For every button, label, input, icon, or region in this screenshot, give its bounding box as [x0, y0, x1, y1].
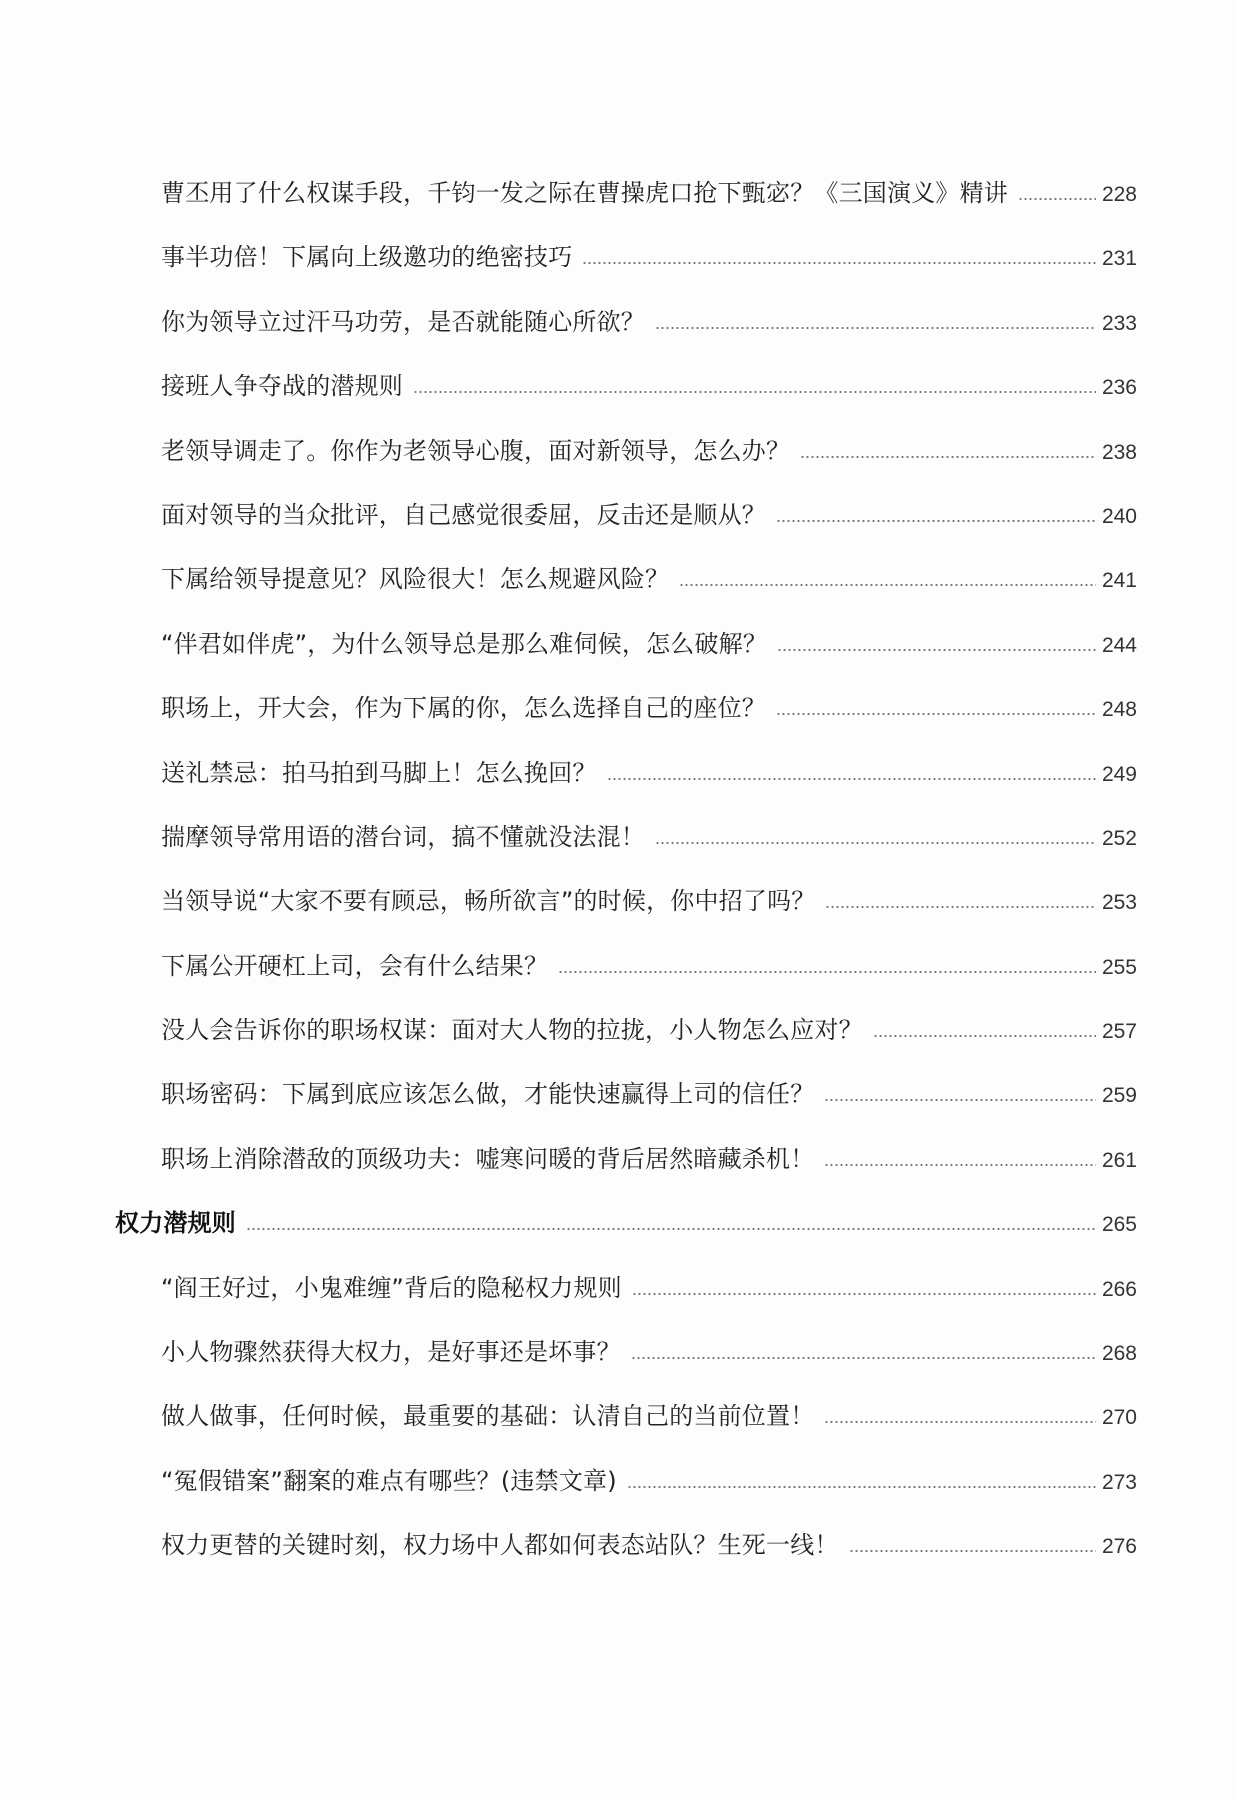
toc-entry-page: 249: [1101, 762, 1137, 786]
toc-entry-title: 职场上消除潜敌的顶级功夫：嘘寒问暖的背后居然暗藏杀机！: [161, 1144, 815, 1173]
toc-entry-title: 做人做事，任何时候，最重要的基础：认清自己的当前位置！: [161, 1402, 815, 1431]
toc-entry: [115, 483, 1137, 547]
toc-entry-page: 270: [1101, 1406, 1137, 1430]
toc-entry-title: “伴君如伴虎”，为什么领导总是那么难伺候，怎么破解？: [161, 629, 768, 658]
dot-leader: [632, 1292, 1096, 1296]
dot-leader: [776, 712, 1096, 716]
toc-entry-title: 接班人争夺战的潜规则: [161, 372, 403, 401]
dot-leader: [607, 777, 1096, 781]
toc-entry: [115, 612, 1137, 676]
toc-entry: [115, 676, 1137, 740]
toc-entry-title: 面对领导的当众批评，自己感觉很委屈，反击还是顺从？: [161, 500, 766, 529]
toc-entry: [115, 225, 1137, 289]
toc-entry: [115, 547, 1137, 611]
dot-leader: [582, 261, 1096, 265]
toc-section-title: 权力潜规则: [115, 1209, 236, 1238]
toc-entry-title: 事半功倍！下属向上级邀功的绝密技巧: [161, 243, 573, 272]
dot-leader: [655, 326, 1096, 330]
dot-leader: [413, 390, 1096, 394]
toc-section-page: 265: [1101, 1213, 1137, 1237]
toc-entry-title: 权力更替的关键时刻，权力场中人都如何表态站队？生死一线！: [161, 1531, 839, 1560]
toc-entry-title: 送礼禁忌：拍马拍到马脚上！怎么挽回？: [161, 758, 597, 787]
dot-leader: [679, 583, 1096, 587]
toc-entry: [115, 354, 1137, 418]
toc-entry: [115, 805, 1137, 869]
toc-entry: [115, 419, 1137, 483]
toc-entry-title: 下属给领导提意见？风险很大！怎么规避风险？: [161, 565, 670, 594]
dot-leader: [873, 1034, 1096, 1038]
table-of-contents: [115, 161, 1137, 1578]
toc-entry-page: 259: [1101, 1084, 1137, 1108]
dot-leader: [655, 841, 1096, 845]
toc-entry: [115, 290, 1137, 354]
toc-entry: [115, 1513, 1137, 1577]
dot-leader: [849, 1549, 1096, 1553]
toc-entry-page: 273: [1101, 1470, 1137, 1494]
toc-section-heading: [115, 1191, 1137, 1255]
toc-entry-page: 252: [1101, 826, 1137, 850]
dot-leader: [824, 1420, 1096, 1424]
toc-entry: [115, 869, 1137, 933]
toc-entry: [115, 741, 1137, 805]
dot-leader: [824, 1098, 1096, 1102]
toc-entry-page: 257: [1101, 1020, 1137, 1044]
toc-entry: [115, 1449, 1137, 1513]
toc-entry-page: 266: [1101, 1277, 1137, 1301]
toc-entry-title: 你为领导立过汗马功劳，是否就能随心所欲？: [161, 307, 645, 336]
toc-entry-title: 职场上，开大会，作为下属的你，怎么选择自己的座位？: [161, 694, 766, 723]
toc-entry-title: 小人物骤然获得大权力，是好事还是坏事？: [161, 1338, 621, 1367]
toc-entry-page: 238: [1101, 440, 1137, 464]
toc-entry-page: 255: [1101, 955, 1137, 979]
toc-entry-page: 236: [1101, 376, 1137, 400]
toc-entry: [115, 161, 1137, 225]
toc-entry: [115, 1127, 1137, 1191]
toc-entry-page: 248: [1101, 698, 1137, 722]
toc-entry-page: 276: [1101, 1535, 1137, 1559]
dot-leader: [777, 648, 1096, 652]
toc-entry-title: 当领导说“大家不要有顾忌，畅所欲言”的时候，你中招了吗？: [161, 887, 816, 916]
dot-leader: [558, 970, 1096, 974]
toc-entry: [115, 934, 1137, 998]
toc-entry-page: 253: [1101, 891, 1137, 915]
dot-leader: [627, 1485, 1096, 1489]
dot-leader: [631, 1356, 1096, 1360]
toc-entry-page: 240: [1101, 504, 1137, 528]
toc-entry-title: 职场密码：下属到底应该怎么做，才能快速赢得上司的信任？: [161, 1080, 815, 1109]
toc-entry: [115, 1256, 1137, 1320]
dot-leader: [825, 905, 1095, 909]
toc-entry: [115, 1062, 1137, 1126]
toc-entry: [115, 1384, 1137, 1448]
dot-leader: [776, 519, 1096, 523]
toc-entry-title: 揣摩领导常用语的潜台词，搞不懂就没法混！: [161, 822, 645, 851]
toc-entry-title: 老领导调走了。你作为老领导心腹，面对新领导，怎么办？: [161, 436, 791, 465]
toc-entry-page: 241: [1101, 569, 1137, 593]
toc-entry: [115, 998, 1137, 1062]
toc-entry-page: 228: [1101, 183, 1137, 206]
toc-entry-page: 268: [1101, 1342, 1137, 1366]
toc-entry-title: 没人会告诉你的职场权谋：面对大人物的拉拢，小人物怎么应对？: [161, 1016, 863, 1045]
toc-entry-title: 下属公开硬杠上司，会有什么结果？: [161, 951, 549, 980]
toc-entry-page: 244: [1101, 633, 1137, 657]
toc-entry-page: 231: [1101, 247, 1137, 271]
toc-entry: [115, 1320, 1137, 1384]
dot-leader: [1018, 197, 1096, 201]
toc-entry-title: 曹丕用了什么权谋手段，千钧一发之际在曹操虎口抢下甄宓？《三国演义》精讲: [161, 179, 1008, 207]
dot-leader: [246, 1227, 1096, 1231]
toc-entry-title: “冤假错案”翻案的难点有哪些？(违禁文章): [161, 1466, 617, 1495]
toc-entry-title: “阎王好过，小鬼难缠”背后的隐秘权力规则: [161, 1273, 622, 1302]
toc-entry-page: 233: [1101, 311, 1137, 335]
dot-leader: [824, 1163, 1096, 1167]
dot-leader: [800, 455, 1096, 459]
toc-entry-page: 261: [1101, 1148, 1137, 1172]
